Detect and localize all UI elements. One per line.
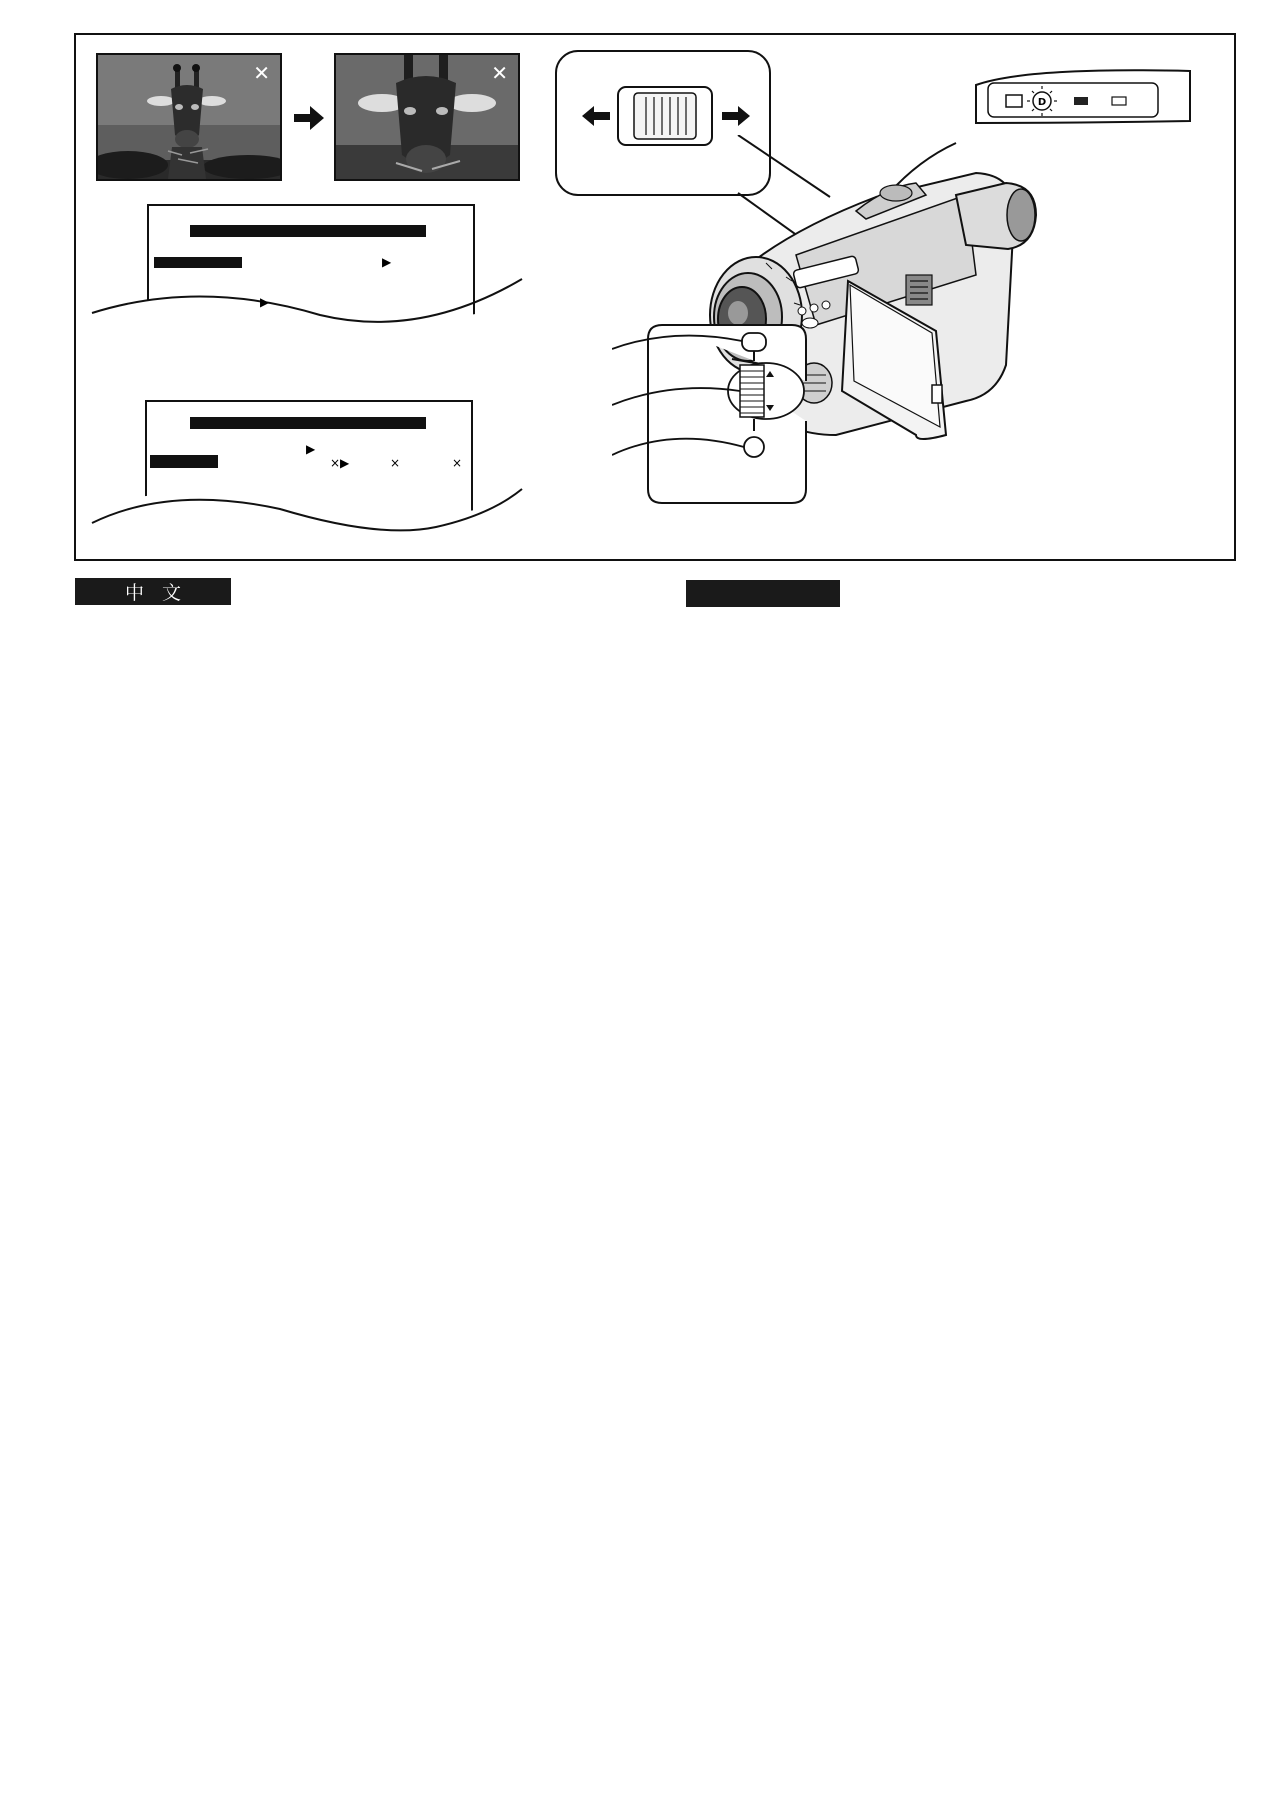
round-button-icon: [744, 437, 764, 457]
menu-title-bar: [190, 417, 426, 429]
button-icon: [742, 333, 766, 351]
lamp-off-icon: [1112, 97, 1126, 105]
card-mode-icon: [1006, 95, 1022, 107]
right-arrow-icon: [292, 103, 326, 133]
language-tab-chinese: 中文: [75, 578, 231, 605]
close-mark-icon: ✕: [491, 61, 508, 85]
illustration-frame: [74, 33, 1236, 561]
menu-b-x-2: ×: [452, 456, 463, 470]
mode-indicator-panel: [966, 65, 1198, 141]
menu-b-row-marker: ×▶: [330, 456, 350, 470]
menu-highlight-bar: [154, 257, 242, 268]
menu-highlight-bar: [150, 455, 218, 468]
menu-title-bar: [190, 225, 426, 237]
lamp-on-icon: [1074, 97, 1088, 105]
menu-a-arrow-1: ▶: [382, 255, 392, 269]
language-tab-right: [686, 580, 840, 607]
dial-callout: [612, 321, 842, 521]
menu-b-arrow-1: ▶: [306, 442, 316, 456]
indicator-letter: D: [1037, 97, 1047, 108]
giraffe-photo-normal: [96, 53, 282, 181]
close-mark-icon: ✕: [253, 61, 270, 85]
giraffe-photo-zoomed: [334, 53, 520, 181]
menu-a-arrow-2: ▶: [260, 295, 270, 309]
menu-screen-a: [90, 203, 540, 353]
menu-screen-b: [90, 399, 540, 549]
menu-b-x-1: ×: [390, 456, 401, 470]
